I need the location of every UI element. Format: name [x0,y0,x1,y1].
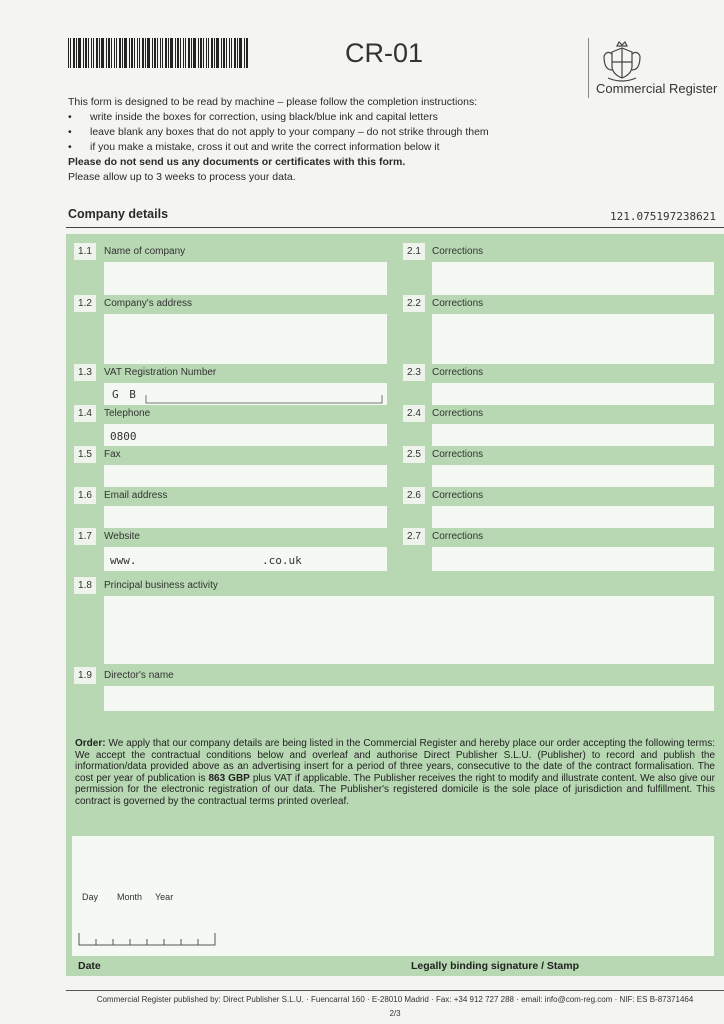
footer-divider [66,990,724,991]
telephone-input[interactable] [104,424,387,446]
barcode [68,38,250,68]
date-label: Date [78,960,101,972]
field-number: 2.4 [403,405,425,422]
field-label-fax: Fax [104,449,121,460]
corrections-input-address[interactable] [432,314,714,364]
field-number: 2.1 [403,243,425,260]
field-label-website: Website [104,531,140,542]
publisher-footer: Commercial Register published by: Direct Publisher S.L.U. · Fuencarral 160 · E-28010 Madrid · Fax: +34 912 727 288 · email: info@com-reg.com · NIF: ES B-87371464 [96,995,694,1004]
corrections-input-telephone[interactable] [432,424,714,446]
corrections-input-email[interactable] [432,506,714,528]
corrections-label: Corrections [432,531,484,542]
field-label-director: Director's name [104,670,174,681]
director-name-input[interactable] [104,686,714,711]
order-text-2: plus VAT if applicable. The Publisher receives the right to modify and illustrate content. We also give our permission for the electronic registration of our data. The Publisher's registered domicile is the sole place of jurisdiction and fulfillment. This contract is governed by the contractual terms printed overleaf. [75,772,715,807]
corrections-label: Corrections [432,408,484,419]
field-label-telephone: Telephone [104,408,151,419]
corrections-label: Corrections [432,449,484,460]
order-terms [75,738,715,807]
business-activity-input[interactable] [104,596,714,664]
vat-underline [145,393,383,405]
corrections-input-vat[interactable] [432,383,714,405]
corrections-input-website[interactable] [432,547,714,571]
date-input-boxes[interactable] [78,932,216,946]
bold-note: Please do not send us any documents or certificates with this form. [68,156,406,168]
field-number: 1.7 [74,528,96,545]
field-number: 1.9 [74,667,96,684]
signature-label: Legally binding signature / Stamp [411,960,580,972]
corrections-label: Corrections [432,490,484,501]
intro-line: This form is designed to be read by machine – please follow the completion instructions: [68,96,478,108]
field-number: 1.8 [74,577,96,594]
field-label-address: Company's address [104,298,193,309]
field-number: 2.3 [403,364,425,381]
corrections-label: Corrections [432,298,484,309]
field-number: 2.7 [403,528,425,545]
logo-text: Commercial Register [596,81,718,96]
website-prefix: www. [110,554,137,567]
corrections-label: Corrections [432,367,484,378]
fax-input[interactable] [104,465,387,487]
process-note: Please allow up to 3 weeks to process your data. [68,171,296,183]
instruction-item: • if you make a mistake, cross it out and write the correct information below it [68,140,548,155]
company-name-input[interactable] [104,262,387,295]
field-label-vat: VAT Registration Number [104,367,217,378]
field-number: 1.2 [74,295,96,312]
section-divider [66,227,724,228]
field-number: 1.6 [74,487,96,504]
field-number: 2.2 [403,295,425,312]
corrections-input-name[interactable] [432,262,714,295]
instruction-item: • write inside the boxes for correction, using black/blue ink and capital letters [68,110,548,125]
reference-number: 121.075197238621 [610,210,716,223]
section-title: Company details [68,207,169,221]
form-code: CR-01 [345,38,424,68]
field-number: 2.5 [403,446,425,463]
field-label-business-activity: Principal business activity [104,580,218,591]
field-number: 1.5 [74,446,96,463]
order-label: Order: [75,738,106,749]
instruction-list [68,110,548,155]
field-label-company-name: Name of company [104,246,186,257]
telephone-value: 0800 [110,430,137,443]
email-input[interactable] [104,506,387,528]
field-number: 1.3 [74,364,96,381]
field-number: 1.4 [74,405,96,422]
order-price: 863 GBP [208,772,250,784]
field-number: 1.1 [74,243,96,260]
instructions [68,95,548,185]
corrections-label: Corrections [432,246,484,257]
field-number: 2.6 [403,487,425,504]
address-input[interactable] [104,314,387,364]
crest-icon [598,40,646,84]
corrections-input-fax[interactable] [432,465,714,487]
year-label: Year [155,892,174,902]
day-label: Day [82,892,99,902]
field-label-email: Email address [104,490,168,501]
month-label: Month [117,892,143,902]
website-input[interactable] [104,547,387,571]
vat-value: G B [112,388,138,401]
website-suffix: .co.uk [262,554,302,567]
page-number: 2/3 [389,1009,401,1018]
order-text-1: We apply that our company details are being listed in the Commercial Register and hereby place our order accepting the following terms: We accept the contractual conditions below and overleaf and authorise Direct Publisher S.L.U. (Publisher) to record and publish the information/data provided above as an advertising insert for a period of three years, consecutive to the date of the contract formalisation. The cost per year of publication is [75,738,715,784]
instruction-item: • leave blank any boxes that do not apply to your company – do not strike through them [68,125,548,140]
